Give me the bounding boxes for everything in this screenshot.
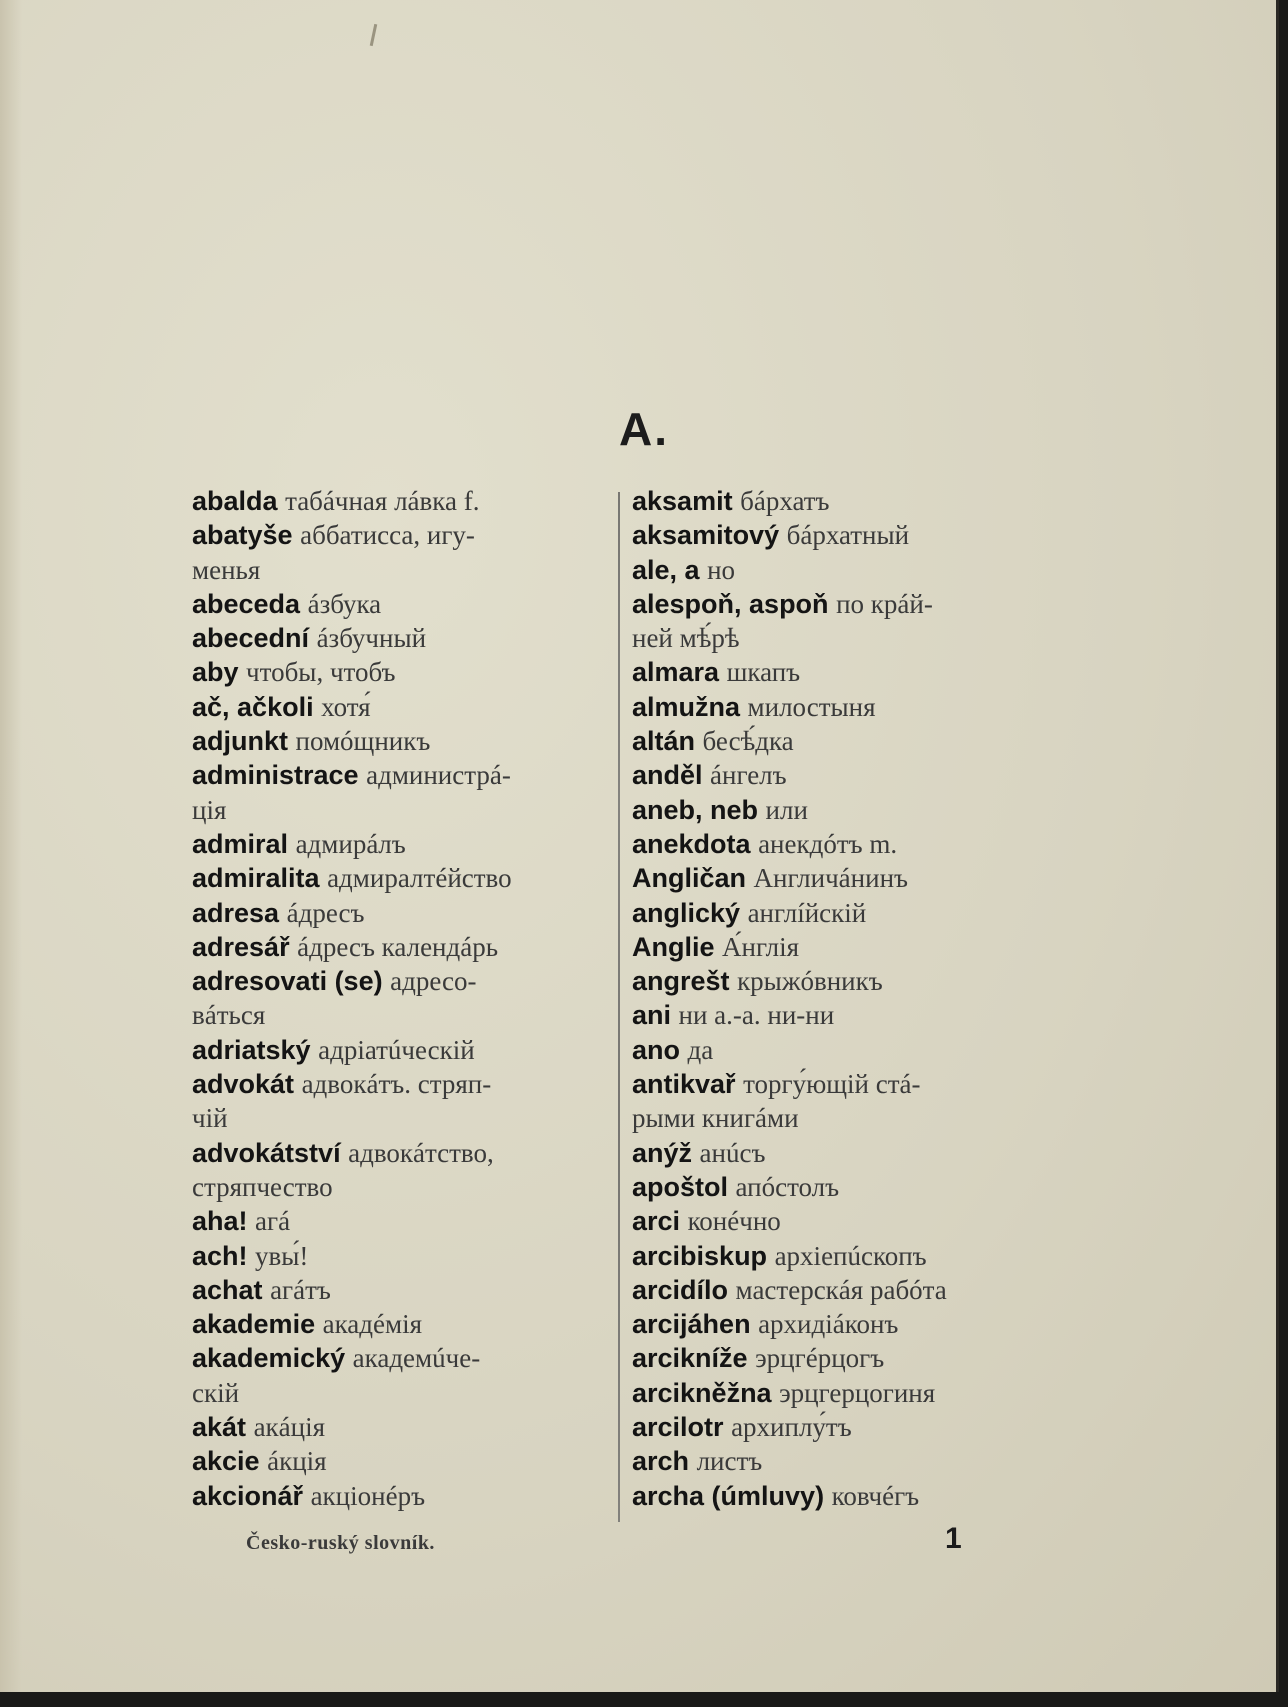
dictionary-entry [632, 690, 1052, 724]
dictionary-entry [632, 1307, 1052, 1341]
dictionary-entry [192, 930, 592, 964]
dictionary-entry [192, 1033, 592, 1067]
column-divider [618, 492, 620, 1522]
entry-headword: arcibiskup [632, 1240, 768, 1271]
entry-headword: anýž [632, 1137, 693, 1168]
entry-headword: abeceda [192, 588, 301, 619]
entry-translation: апóстолъ [735, 1171, 840, 1202]
entry-headword: abecední [192, 623, 310, 654]
entry-translation-continuation: скій [192, 1377, 240, 1408]
entry-translation-continuation: вáться [192, 1000, 266, 1031]
entry-headword: admiralita [192, 863, 320, 894]
entry-headword: adresa [192, 897, 280, 928]
entry-translation: адмиралтéйство [327, 863, 512, 894]
entry-translation: увы́! [255, 1240, 309, 1271]
dictionary-entry [192, 1410, 592, 1444]
dictionary-entry [192, 964, 592, 1033]
right-column [632, 484, 1052, 1513]
entry-headword: Angličan [632, 863, 747, 894]
dictionary-entry [632, 553, 1052, 587]
dictionary-entry [192, 1479, 592, 1513]
dictionary-entry [632, 1204, 1052, 1238]
entry-headword: aby [192, 657, 239, 688]
entry-headword: archa (úmluvy) [632, 1480, 825, 1511]
dictionary-entry [632, 861, 1052, 895]
dictionary-entry [632, 655, 1052, 689]
entry-translation: эрцгéрцогъ [755, 1343, 885, 1374]
entry-headword: adresář [192, 931, 290, 962]
entry-translation: да [687, 1034, 714, 1065]
entry-headword: akcionář [192, 1480, 304, 1511]
dictionary-entry [632, 1479, 1052, 1513]
entry-translation: адвокáтство, [348, 1137, 494, 1168]
entry-translation-continuation: менья [192, 554, 261, 585]
entry-headword: anglický [632, 897, 741, 928]
dictionary-entry [192, 1341, 592, 1410]
entry-translation: áзбука [307, 588, 382, 619]
entry-headword: administrace [192, 760, 359, 791]
entry-translation: бáрхатъ [740, 486, 830, 516]
dictionary-entry [192, 690, 592, 724]
dictionary-entry [632, 587, 1052, 656]
entry-headword: arch [632, 1446, 690, 1477]
entry-headword: arcidílo [632, 1274, 729, 1305]
entry-headword: arcikněžna [632, 1377, 772, 1408]
entry-translation: чтобы, чтобъ [246, 657, 396, 688]
entry-translation: крыжóвникъ [737, 966, 883, 997]
dictionary-entry [632, 930, 1052, 964]
entry-headword: anekdota [632, 828, 751, 859]
dictionary-entry [632, 827, 1052, 861]
dictionary-entry [192, 1067, 592, 1136]
entry-headword: arcikníže [632, 1343, 748, 1374]
entry-headword: akademický [192, 1343, 346, 1374]
dictionary-entry [192, 621, 592, 655]
entry-headword: apoštol [632, 1171, 729, 1202]
entry-headword: anděl [632, 760, 703, 791]
dictionary-entry [192, 758, 592, 827]
entry-translation: А́нглія [722, 931, 800, 962]
entry-translation: агáтъ [270, 1274, 331, 1305]
dictionary-entry [632, 518, 1052, 552]
entry-headword: aksamit [632, 486, 733, 516]
entry-headword: arci [632, 1206, 681, 1237]
entry-translation: но [707, 554, 736, 585]
dictionary-entry [192, 1307, 592, 1341]
entry-headword: akát [192, 1412, 247, 1443]
entry-headword: adresovati (se) [192, 966, 383, 997]
dictionary-entry [192, 861, 592, 895]
entry-headword: aneb, neb [632, 794, 759, 825]
dictionary-entry [192, 1444, 592, 1478]
entry-headword: achat [192, 1274, 263, 1305]
dictionary-entry [632, 1170, 1052, 1204]
entry-translation: бесѣ́дка [702, 726, 794, 757]
entry-translation: мастерскáя рабóта [735, 1274, 947, 1305]
dictionary-entry [192, 1273, 592, 1307]
entry-headword: Anglie [632, 931, 715, 962]
dictionary-entry [632, 1273, 1052, 1307]
entry-translation: архидіáконъ [758, 1309, 899, 1340]
entry-headword: akcie [192, 1446, 260, 1477]
entry-translation: архиплу́тъ [731, 1412, 852, 1443]
entry-headword: adjunkt [192, 726, 289, 757]
entry-translation: анúсъ [699, 1137, 766, 1168]
entry-translation: или [765, 794, 808, 825]
entry-translation: торгу́ющій стá- [743, 1069, 921, 1100]
entry-translation: листъ [696, 1446, 763, 1477]
dictionary-entry [192, 587, 592, 621]
dictionary-entry [632, 1410, 1052, 1444]
dictionary-entry [632, 724, 1052, 758]
entry-headword: angrešt [632, 966, 730, 997]
entry-translation: архіепúскопъ [774, 1240, 927, 1271]
entry-headword: antikvař [632, 1069, 736, 1100]
entry-translation: академúче- [352, 1343, 481, 1374]
entry-translation: акадéмія [322, 1309, 423, 1340]
entry-translation: конéчно [687, 1206, 781, 1237]
entry-translation-continuation: чій [192, 1103, 228, 1134]
entry-translation: Англичáнинъ [753, 863, 908, 894]
entry-translation: адресо- [390, 966, 477, 997]
dictionary-entry [632, 758, 1052, 792]
entry-translation-continuation: ней мѣ́рѣ [632, 623, 740, 654]
entry-translation: шкапъ [726, 657, 801, 688]
entry-translation: агá [255, 1206, 291, 1237]
dictionary-entry [632, 793, 1052, 827]
entry-translation: áнгелъ [710, 760, 787, 791]
dictionary-entry [632, 896, 1052, 930]
dictionary-entry [632, 1341, 1052, 1375]
left-column [192, 484, 592, 1513]
entry-translation: администрá- [366, 760, 511, 791]
entry-headword: alespoň, aspoň [632, 588, 829, 619]
entry-translation: адмирáлъ [295, 828, 406, 859]
dictionary-entry [632, 1444, 1052, 1478]
dictionary-entry [632, 1067, 1052, 1136]
entry-translation: помóщникъ [295, 726, 431, 757]
entry-headword: almužna [632, 691, 741, 722]
entry-translation: хотя́ [321, 691, 371, 722]
entry-translation: табáчная лáвка f. [285, 486, 480, 516]
entry-headword: admiral [192, 828, 289, 859]
entry-translation: адріатúческій [318, 1034, 475, 1065]
dictionary-entry [192, 724, 592, 758]
entry-translation: акáція [253, 1412, 326, 1443]
entry-translation: ковчéгъ [831, 1480, 920, 1511]
section-letter-heading: A. [619, 403, 669, 455]
entry-translation: анекдóтъ m. [758, 828, 898, 859]
entry-headword: advokátství [192, 1137, 341, 1168]
dictionary-entry [632, 1136, 1052, 1170]
entry-translation: акціонéръ [310, 1480, 426, 1511]
entry-headword: ač, ačkoli [192, 691, 314, 722]
entry-headword: abalda [192, 486, 278, 516]
entry-headword: arcijáhen [632, 1309, 751, 1340]
dictionary-entry [192, 1239, 592, 1273]
dictionary-entry [192, 1136, 592, 1205]
entry-headword: aha! [192, 1206, 248, 1237]
dictionary-entry [192, 896, 592, 930]
entry-translation: áзбучный [316, 623, 427, 654]
dictionary-entry [632, 1033, 1052, 1067]
entry-headword: ani [632, 1000, 672, 1031]
dictionary-entry [192, 484, 592, 518]
entry-translation: эрцгерцогиня [779, 1377, 936, 1408]
entry-headword: altán [632, 726, 696, 757]
dictionary-entry [192, 827, 592, 861]
entry-translation-continuation: ція [192, 794, 227, 825]
entry-translation: áкція [267, 1446, 327, 1477]
entry-translation: ни а.-а. ни-ни [678, 1000, 835, 1031]
entry-translation: áдресъ [286, 897, 365, 928]
dictionary-entry [632, 484, 1052, 518]
entry-translation: бáрхатный [786, 520, 910, 551]
entry-translation-continuation: стряпчество [192, 1171, 333, 1202]
entry-translation: англíйскій [747, 897, 867, 928]
entry-translation: аббатисса, игу- [300, 520, 475, 551]
entry-translation: милостыня [747, 691, 876, 722]
footer-book-title: Česko-ruský slovník. [246, 1532, 435, 1554]
dictionary-entry [192, 518, 592, 587]
entry-translation: адвокáтъ. стряп- [301, 1069, 492, 1100]
entry-headword: aksamitový [632, 520, 780, 551]
entry-headword: adriatský [192, 1034, 311, 1065]
entry-headword: ach! [192, 1240, 248, 1271]
paper-mark [370, 24, 378, 46]
dictionary-entry [632, 964, 1052, 998]
entry-headword: abatyše [192, 520, 293, 551]
dictionary-entry [632, 1376, 1052, 1410]
entry-translation: áдресъ календáрь [297, 931, 499, 962]
entry-headword: almara [632, 657, 720, 688]
entry-headword: arcilotr [632, 1412, 724, 1443]
entry-translation: по крáй- [836, 588, 933, 619]
entry-headword: ano [632, 1034, 681, 1065]
entry-headword: ale, a [632, 554, 700, 585]
entry-headword: advokát [192, 1069, 295, 1100]
dictionary-entry [192, 655, 592, 689]
dictionary-entry [632, 1239, 1052, 1273]
entry-headword: akademie [192, 1309, 316, 1340]
dictionary-entry [192, 1204, 592, 1238]
dictionary-entry [632, 998, 1052, 1032]
page-number: 1 [945, 1522, 962, 1555]
entry-translation-continuation: рыми книгáми [632, 1103, 799, 1134]
